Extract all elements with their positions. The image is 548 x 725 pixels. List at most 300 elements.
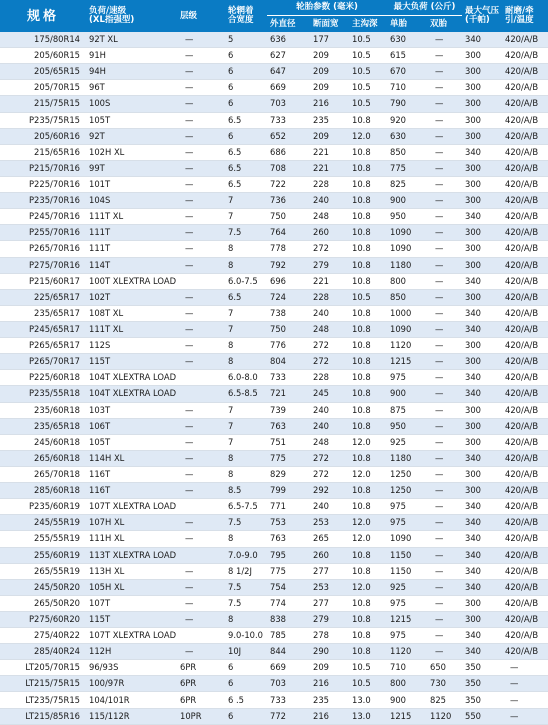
header-max-load: 最大负荷 (公斤) — [387, 0, 462, 16]
cell-max-pressure: 300 — [462, 611, 502, 627]
header-outer-diameter-label: 外直径 — [270, 18, 296, 29]
cell-tread-depth: 10.8 — [349, 547, 387, 563]
cell-outer-diameter: 686 — [267, 144, 310, 160]
cell-load-dual: — — [427, 644, 462, 660]
table-row — [0, 466, 548, 482]
cell-section-width: 278 — [310, 628, 349, 644]
cell-outer-diameter: 736 — [267, 193, 310, 209]
cell-tread-depth: 10.8 — [349, 144, 387, 160]
header-outer-diameter — [267, 16, 310, 33]
cell-load-dual: — — [427, 48, 462, 64]
header-dual-label: 双胎 — [430, 18, 448, 29]
cell-tread-depth: 10.8 — [349, 273, 387, 289]
cell-load-dual: — — [427, 418, 462, 434]
cell-rim: 8 — [225, 354, 267, 370]
cell-outer-diameter: 771 — [267, 499, 310, 515]
cell-ply: — — [177, 64, 225, 80]
cell-spec: P245/65R17 — [0, 321, 86, 337]
cell-wear-traction-temp: 420/A/B — [502, 611, 548, 627]
cell-load-speed: 104/101R — [86, 692, 177, 708]
cell-ply — [177, 370, 225, 386]
cell-ply — [177, 628, 225, 644]
cell-outer-diameter: 703 — [267, 676, 310, 692]
cell-outer-diameter: 844 — [267, 644, 310, 660]
table-row — [0, 241, 548, 257]
cell-load-single: 1250 — [387, 483, 427, 499]
cell-rim: 7.5 — [225, 225, 267, 241]
cell-tread-depth: 10.8 — [349, 499, 387, 515]
cell-tread-depth: 12.0 — [349, 579, 387, 595]
cell-max-pressure: 550 — [462, 708, 502, 724]
cell-max-pressure: 340 — [462, 450, 502, 466]
cell-wear-traction-temp: 420/A/B — [502, 547, 548, 563]
cell-spec: P265/65R17 — [0, 338, 86, 354]
cell-ply: — — [177, 579, 225, 595]
cell-spec: P265/70R16 — [0, 241, 86, 257]
cell-load-speed: 104T XLEXTRA LOAD — [86, 370, 177, 386]
cell-ply: — — [177, 466, 225, 482]
cell-load-single: 1150 — [387, 547, 427, 563]
header-load-speed — [86, 0, 177, 32]
table-row — [0, 144, 548, 160]
cell-outer-diameter: 652 — [267, 128, 310, 144]
cell-max-pressure: 340 — [462, 644, 502, 660]
cell-ply: — — [177, 338, 225, 354]
cell-tread-depth: 10.5 — [349, 96, 387, 112]
cell-spec: P275/70R16 — [0, 257, 86, 273]
cell-ply: — — [177, 176, 225, 192]
cell-load-speed: 100S — [86, 96, 177, 112]
cell-load-speed: 116T — [86, 483, 177, 499]
cell-wear-traction-temp: 420/A/B — [502, 128, 548, 144]
cell-max-pressure: 300 — [462, 225, 502, 241]
cell-ply: — — [177, 193, 225, 209]
cell-load-single: 775 — [387, 160, 427, 176]
cell-outer-diameter: 636 — [267, 32, 310, 48]
cell-outer-diameter: 738 — [267, 305, 310, 321]
cell-max-pressure: 340 — [462, 144, 502, 160]
cell-outer-diameter: 751 — [267, 434, 310, 450]
cell-tread-depth: 10.8 — [349, 321, 387, 337]
header-load-speed-line2: (XL指强型) — [89, 15, 135, 25]
cell-max-pressure: 300 — [462, 434, 502, 450]
cell-section-width: 240 — [310, 402, 349, 418]
cell-load-speed: 105T — [86, 434, 177, 450]
cell-load-speed: 102H XL — [86, 144, 177, 160]
cell-section-width: 272 — [310, 338, 349, 354]
cell-spec: 245/50R20 — [0, 579, 86, 595]
cell-load-speed: 103T — [86, 402, 177, 418]
cell-max-pressure: 300 — [462, 48, 502, 64]
cell-wear-traction-temp: 420/A/B — [502, 563, 548, 579]
cell-ply: — — [177, 209, 225, 225]
cell-load-dual: — — [427, 64, 462, 80]
cell-section-width: 216 — [310, 96, 349, 112]
cell-load-dual: — — [427, 402, 462, 418]
table-row — [0, 595, 548, 611]
cell-rim: 7 — [225, 402, 267, 418]
cell-wear-traction-temp: 420/A/B — [502, 241, 548, 257]
cell-max-pressure: 300 — [462, 289, 502, 305]
cell-outer-diameter: 778 — [267, 241, 310, 257]
cell-max-pressure: 340 — [462, 515, 502, 531]
cell-ply: 10PR — [177, 708, 225, 724]
cell-spec: P215/60R17 — [0, 273, 86, 289]
cell-rim: 6.5 — [225, 160, 267, 176]
cell-wear-traction-temp: 420/A/B — [502, 96, 548, 112]
cell-load-speed: 116T — [86, 466, 177, 482]
cell-outer-diameter: 772 — [267, 708, 310, 724]
cell-ply: — — [177, 96, 225, 112]
cell-rim: 9.0-10.0 — [225, 628, 267, 644]
cell-load-dual: — — [427, 547, 462, 563]
cell-spec: 245/55R19 — [0, 515, 86, 531]
cell-tread-depth: 10.5 — [349, 48, 387, 64]
cell-load-single: 1090 — [387, 225, 427, 241]
cell-load-single: 900 — [387, 193, 427, 209]
cell-rim: 6.0-8.0 — [225, 370, 267, 386]
cell-section-width: 209 — [310, 48, 349, 64]
cell-section-width: 228 — [310, 176, 349, 192]
cell-section-width: 277 — [310, 595, 349, 611]
cell-ply: — — [177, 160, 225, 176]
cell-load-single: 670 — [387, 64, 427, 80]
cell-outer-diameter: 696 — [267, 273, 310, 289]
cell-load-dual: — — [427, 193, 462, 209]
cell-load-speed: 100T XLEXTRA LOAD — [86, 273, 177, 289]
cell-max-pressure: 350 — [462, 692, 502, 708]
cell-outer-diameter: 750 — [267, 321, 310, 337]
cell-spec: P235/55R18 — [0, 386, 86, 402]
cell-max-pressure: 340 — [462, 547, 502, 563]
cell-load-single: 1090 — [387, 321, 427, 337]
cell-rim: 8 — [225, 257, 267, 273]
cell-wear-traction-temp: 420/A/B — [502, 450, 548, 466]
cell-rim: 7 — [225, 418, 267, 434]
cell-load-speed: 99T — [86, 160, 177, 176]
cell-load-single: 800 — [387, 676, 427, 692]
cell-wear-traction-temp: 420/A/B — [502, 402, 548, 418]
table-row — [0, 499, 548, 515]
cell-load-speed: 113T XLEXTRA LOAD — [86, 547, 177, 563]
header-tread-depth-label: 主沟深 — [352, 18, 378, 29]
cell-max-pressure: 340 — [462, 305, 502, 321]
cell-section-width: 240 — [310, 305, 349, 321]
cell-rim: 6 — [225, 64, 267, 80]
cell-rim: 6.5-7.5 — [225, 499, 267, 515]
cell-rim: 7 — [225, 321, 267, 337]
cell-wear-traction-temp: 420/A/B — [502, 144, 548, 160]
cell-load-single: 900 — [387, 692, 427, 708]
cell-load-single: 950 — [387, 418, 427, 434]
cell-load-dual: — — [427, 241, 462, 257]
cell-spec: 275/40R22 — [0, 628, 86, 644]
cell-wear-traction-temp: 420/A/B — [502, 338, 548, 354]
cell-load-single: 975 — [387, 515, 427, 531]
cell-load-speed: 94H — [86, 64, 177, 80]
cell-load-dual: — — [427, 176, 462, 192]
cell-max-pressure: 300 — [462, 64, 502, 80]
cell-spec: P225/70R16 — [0, 176, 86, 192]
cell-ply: — — [177, 80, 225, 96]
cell-tread-depth: 10.8 — [349, 257, 387, 273]
cell-rim: 7.5 — [225, 579, 267, 595]
cell-wear-traction-temp: 420/A/B — [502, 225, 548, 241]
header-rim-line2: 合宽度 — [228, 15, 254, 25]
cell-wear-traction-temp: 420/A/B — [502, 628, 548, 644]
cell-load-dual: — — [427, 370, 462, 386]
cell-ply: — — [177, 450, 225, 466]
cell-tread-depth: 10.8 — [349, 450, 387, 466]
cell-max-pressure: 340 — [462, 209, 502, 225]
cell-wear-traction-temp: 420/A/B — [502, 386, 548, 402]
cell-spec: 225/65R17 — [0, 289, 86, 305]
cell-load-single: 825 — [387, 176, 427, 192]
cell-spec: 175/80R14 — [0, 32, 86, 48]
cell-rim: 7 — [225, 193, 267, 209]
cell-load-dual: — — [427, 257, 462, 273]
cell-outer-diameter: 838 — [267, 611, 310, 627]
cell-ply: — — [177, 354, 225, 370]
cell-load-dual: — — [427, 321, 462, 337]
cell-ply: — — [177, 225, 225, 241]
cell-load-single: 1090 — [387, 241, 427, 257]
cell-load-dual: — — [427, 112, 462, 128]
cell-max-pressure: 300 — [462, 354, 502, 370]
cell-ply: — — [177, 112, 225, 128]
cell-ply: — — [177, 418, 225, 434]
cell-ply: — — [177, 563, 225, 579]
cell-ply: — — [177, 483, 225, 499]
cell-load-dual: — — [427, 450, 462, 466]
cell-section-width: 248 — [310, 321, 349, 337]
header-load-speed-line1: 负荷/速级 — [89, 6, 127, 16]
cell-load-single: 1120 — [387, 644, 427, 660]
table-row — [0, 450, 548, 466]
cell-load-dual: — — [427, 225, 462, 241]
cell-outer-diameter: 733 — [267, 692, 310, 708]
cell-outer-diameter: 708 — [267, 160, 310, 176]
cell-tread-depth: 13.0 — [349, 708, 387, 724]
cell-wear-traction-temp: 420/A/B — [502, 305, 548, 321]
cell-load-single: 1215 — [387, 708, 427, 724]
cell-max-pressure: 300 — [462, 402, 502, 418]
table-row — [0, 289, 548, 305]
cell-tread-depth: 10.5 — [349, 80, 387, 96]
cell-max-pressure: 300 — [462, 80, 502, 96]
table-row — [0, 80, 548, 96]
cell-spec: 205/60R15 — [0, 48, 86, 64]
cell-load-single: 850 — [387, 289, 427, 305]
cell-tread-depth: 10.8 — [349, 644, 387, 660]
cell-load-speed: 96T — [86, 80, 177, 96]
cell-load-dual: — — [427, 563, 462, 579]
cell-section-width: 272 — [310, 354, 349, 370]
cell-load-speed: 105T — [86, 112, 177, 128]
cell-max-pressure: 300 — [462, 257, 502, 273]
cell-wear-traction-temp: 420/A/B — [502, 321, 548, 337]
cell-load-speed: 102T — [86, 289, 177, 305]
cell-rim: 6.5 — [225, 289, 267, 305]
cell-load-speed: 104S — [86, 193, 177, 209]
cell-tread-depth: 12.0 — [349, 466, 387, 482]
cell-rim: 8 — [225, 338, 267, 354]
cell-spec: P215/70R16 — [0, 160, 86, 176]
table-row — [0, 160, 548, 176]
cell-spec: 255/60R19 — [0, 547, 86, 563]
cell-wear-traction-temp: 420/A/B — [502, 499, 548, 515]
cell-rim: 5 — [225, 32, 267, 48]
cell-ply: — — [177, 289, 225, 305]
cell-section-width: 228 — [310, 370, 349, 386]
cell-spec: 265/50R20 — [0, 595, 86, 611]
cell-spec: LT235/75R15 — [0, 692, 86, 708]
table-row — [0, 386, 548, 402]
cell-load-dual: 730 — [427, 676, 462, 692]
table-row — [0, 176, 548, 192]
cell-load-speed: 115T — [86, 611, 177, 627]
cell-max-pressure: 340 — [462, 321, 502, 337]
cell-spec: 235/60R18 — [0, 402, 86, 418]
cell-load-single: 975 — [387, 370, 427, 386]
cell-tread-depth: 10.8 — [349, 402, 387, 418]
cell-rim: 6.5 — [225, 176, 267, 192]
cell-tread-depth: 10.8 — [349, 628, 387, 644]
cell-tread-depth: 10.8 — [349, 209, 387, 225]
cell-load-speed: 105H XL — [86, 579, 177, 595]
cell-load-dual: — — [427, 305, 462, 321]
cell-spec: P235/60R19 — [0, 499, 86, 515]
cell-load-single: 630 — [387, 128, 427, 144]
cell-section-width: 240 — [310, 193, 349, 209]
cell-load-dual: — — [427, 160, 462, 176]
cell-wear-traction-temp: 420/A/B — [502, 434, 548, 450]
cell-section-width: 248 — [310, 434, 349, 450]
cell-load-single: 920 — [387, 112, 427, 128]
cell-ply: — — [177, 241, 225, 257]
cell-spec: 245/60R18 — [0, 434, 86, 450]
cell-section-width: 221 — [310, 144, 349, 160]
cell-spec: 205/65R15 — [0, 64, 86, 80]
cell-ply: — — [177, 321, 225, 337]
cell-wear-traction-temp: 420/A/B — [502, 354, 548, 370]
cell-ply: — — [177, 611, 225, 627]
cell-spec: P225/60R18 — [0, 370, 86, 386]
cell-load-single: 1180 — [387, 257, 427, 273]
cell-tread-depth: 12.0 — [349, 531, 387, 547]
cell-spec: 215/75R15 — [0, 96, 86, 112]
cell-wear-traction-temp: 420/A/B — [502, 418, 548, 434]
cell-max-pressure: 300 — [462, 193, 502, 209]
cell-max-pressure: 300 — [462, 466, 502, 482]
cell-rim: 6 — [225, 676, 267, 692]
cell-ply: — — [177, 144, 225, 160]
cell-load-dual: — — [427, 32, 462, 48]
cell-rim: 8 — [225, 450, 267, 466]
cell-wear-traction-temp: 420/A/B — [502, 32, 548, 48]
cell-rim: 6 — [225, 708, 267, 724]
cell-section-width: 272 — [310, 466, 349, 482]
cell-spec: 265/55R19 — [0, 563, 86, 579]
cell-rim: 7.5 — [225, 515, 267, 531]
cell-section-width: 177 — [310, 32, 349, 48]
table-row — [0, 708, 548, 724]
cell-tread-depth: 10.8 — [349, 354, 387, 370]
header-tire-params: 轮胎参数 (毫米) — [267, 0, 387, 16]
cell-load-speed: 107T XLEXTRA LOAD — [86, 499, 177, 515]
cell-max-pressure: 340 — [462, 370, 502, 386]
cell-outer-diameter: 763 — [267, 418, 310, 434]
cell-wear-traction-temp: 420/A/B — [502, 193, 548, 209]
cell-load-speed: 92T — [86, 128, 177, 144]
cell-load-dual: 825 — [427, 692, 462, 708]
cell-load-dual: — — [427, 434, 462, 450]
header-section-width — [310, 16, 349, 33]
cell-load-speed: 114H XL — [86, 450, 177, 466]
cell-tread-depth: 10.5 — [349, 676, 387, 692]
cell-load-single: 1250 — [387, 466, 427, 482]
header-tread-depth — [349, 16, 387, 33]
cell-spec: LT215/75R15 — [0, 676, 86, 692]
cell-wear-traction-temp: — — [502, 660, 548, 676]
cell-tread-depth: 10.8 — [349, 193, 387, 209]
header-ply-label: 层级 — [180, 10, 198, 21]
cell-section-width: 228 — [310, 289, 349, 305]
cell-wear-traction-temp: 420/A/B — [502, 80, 548, 96]
cell-tread-depth: 10.8 — [349, 611, 387, 627]
cell-tread-depth: 10.5 — [349, 289, 387, 305]
cell-max-pressure: 340 — [462, 386, 502, 402]
cell-spec: P265/70R17 — [0, 354, 86, 370]
cell-outer-diameter: 829 — [267, 466, 310, 482]
cell-spec: 285/60R18 — [0, 483, 86, 499]
cell-outer-diameter: 627 — [267, 48, 310, 64]
cell-wear-traction-temp: — — [502, 676, 548, 692]
cell-ply: — — [177, 128, 225, 144]
cell-load-speed: 111T XL — [86, 321, 177, 337]
cell-outer-diameter: 724 — [267, 289, 310, 305]
cell-max-pressure: 300 — [462, 418, 502, 434]
cell-spec: 215/65R16 — [0, 144, 86, 160]
cell-max-pressure: 340 — [462, 628, 502, 644]
cell-outer-diameter: 733 — [267, 370, 310, 386]
table-row — [0, 273, 548, 289]
cell-section-width: 209 — [310, 80, 349, 96]
cell-spec: 205/70R15 — [0, 80, 86, 96]
cell-section-width: 221 — [310, 273, 349, 289]
cell-max-pressure: 300 — [462, 338, 502, 354]
cell-outer-diameter: 799 — [267, 483, 310, 499]
cell-tread-depth: 12.0 — [349, 434, 387, 450]
cell-load-dual: — — [427, 595, 462, 611]
cell-section-width: 279 — [310, 611, 349, 627]
cell-ply — [177, 386, 225, 402]
cell-rim: 8.5 — [225, 483, 267, 499]
cell-load-speed: 111T — [86, 225, 177, 241]
cell-spec: 235/65R18 — [0, 418, 86, 434]
cell-ply: — — [177, 595, 225, 611]
cell-load-single: 975 — [387, 499, 427, 515]
cell-spec: 265/70R18 — [0, 466, 86, 482]
cell-load-dual: — — [427, 579, 462, 595]
cell-load-single: 710 — [387, 80, 427, 96]
cell-load-dual: — — [427, 628, 462, 644]
cell-section-width: 290 — [310, 644, 349, 660]
cell-section-width: 277 — [310, 563, 349, 579]
cell-wear-traction-temp: 420/A/B — [502, 209, 548, 225]
cell-outer-diameter: 804 — [267, 354, 310, 370]
cell-spec: 285/40R24 — [0, 644, 86, 660]
